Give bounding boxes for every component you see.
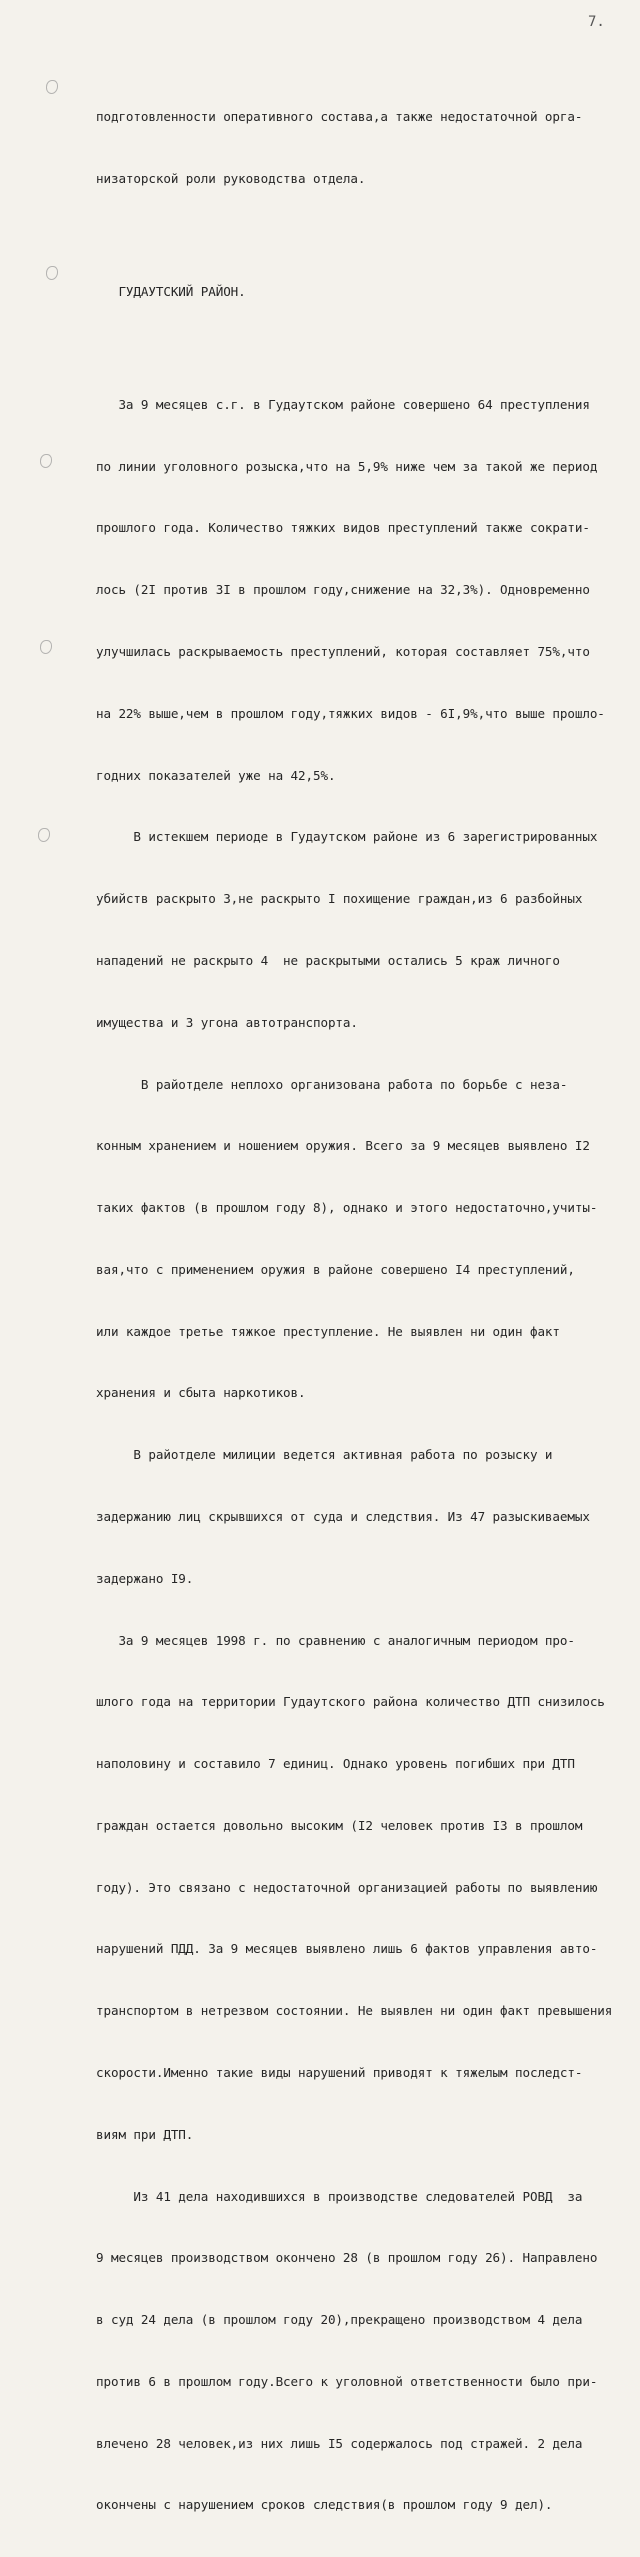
text-line: наполовину и составило 7 единиц. Однако уровень погибших при ДТП <box>96 1756 575 1772</box>
text-line: по линии уголовного розыска,что на 5,9% ниже чем за такой же период <box>96 458 598 474</box>
text-line: конным хранением и ношением оружия. Всего за 9 месяцев выявлено I2 <box>96 1138 590 1154</box>
text-line: лось (2I против 3I в прошлом году,снижение на 32,3%). Одновременно <box>96 582 590 598</box>
text-line: нападений не раскрыто 4 не раскрытыми остались 5 краж личного <box>96 952 560 968</box>
text-line: За 9 месяцев 1998 г. по сравнению с аналогичным периодом про- <box>96 1632 575 1648</box>
page-number: 7. <box>588 14 605 30</box>
text-line: подготовленности оперативного состава,а также недостаточной орга- <box>96 109 583 125</box>
text-line: скорости.Именно такие виды нарушений приводят к тяжелым последст- <box>96 2065 583 2080</box>
text-line: вая,что с применением оружия в районе совершено I4 преступлений, <box>96 1261 575 1277</box>
text-line: нарушений ПДД. За 9 месяцев выявлено лишь 6 фактов управления авто- <box>96 1941 598 1957</box>
text-line: транспортом в нетрезвом состоянии. Не выявлен ни один факт превышения <box>96 2003 613 2019</box>
text-line: Из 41 дела находившихся в производстве следователей РОВД за <box>96 2188 583 2204</box>
blank-line <box>96 344 636 354</box>
text-line: таких фактов (в прошлом году 8), однако и этого недостаточно,учиты- <box>96 1200 598 1216</box>
text-line: против 6 в прошлом году.Всего к уголовной ответственности было при- <box>96 2373 598 2389</box>
text-line: на 22% выше,чем в прошлом году,тяжких видов - 6I,9%,что выше прошло- <box>96 705 605 721</box>
text-line: низаторской роли руководства отдела. <box>96 170 366 186</box>
text-line: шлого года на территории Гудаутского района количество ДТП снизилось <box>96 1694 605 1710</box>
text-line: убийств раскрыто 3,не раскрыто I похищение граждан,из 6 разбойных <box>96 891 583 907</box>
punch-hole-mark <box>40 454 52 468</box>
punch-hole-mark <box>46 266 58 280</box>
text-line: в суд 24 дела (в прошлом году 20),прекращено производством 4 дела <box>96 2312 583 2328</box>
punch-hole-mark <box>46 80 58 94</box>
text-line: влечено 28 человек,из них лишь I5 содержалось под стражей. 2 дела <box>96 2435 583 2451</box>
text-line: В райотделе милиции ведется активная работа по розыску и <box>96 1447 553 1463</box>
section-heading: ГУДАУТСКИЙ РАЙОН. <box>96 283 246 299</box>
text-line: имущества и 3 угона автотранспорта. <box>96 1014 358 1030</box>
text-line: году). Это связано с недостаточной организацией работы по выявлению <box>96 1879 598 1895</box>
text-line: годних показателей уже на 42,5%. <box>96 767 336 783</box>
text-line: прошлого года. Количество тяжких видов преступлений также сократи- <box>96 520 590 536</box>
text-line: граждан остается довольно высоким (I2 человек против I3 в прошлом <box>96 1817 583 1833</box>
text-line: 9 месяцев производством окончено 28 (в прошлом году 26). Направлено <box>96 2250 598 2266</box>
text-line: или каждое третье тяжкое преступление. Не выявлен ни один факт <box>96 1323 560 1339</box>
text-line: задержано I9. <box>96 1570 194 1586</box>
text-line: За 9 месяцев с.г. в Гудаутском районе совершено 64 преступления <box>96 396 590 412</box>
text-line: виям при ДТП. <box>96 2126 194 2142</box>
punch-hole-mark <box>38 828 50 842</box>
text-line: В истекшем периоде в Гудаутском районе из 6 зарегистрированных <box>96 829 598 845</box>
document-body <box>96 66 636 2557</box>
text-line: задержанию лиц скрывшихся от суда и следствия. Из 47 разыскиваемых <box>96 1508 590 1524</box>
text-line: улучшилась раскрываемость преступлений, которая составляет 75%,что <box>96 644 590 660</box>
text-line: В райотделе неплохо организована работа по борьбе с неза- <box>96 1076 568 1092</box>
blank-line <box>96 231 636 241</box>
text-line: окончены с нарушением сроков следствия(в прошлом году 9 дел). <box>96 2497 553 2513</box>
text-line: хранения и сбыта наркотиков. <box>96 1385 306 1401</box>
punch-hole-mark <box>40 640 52 654</box>
